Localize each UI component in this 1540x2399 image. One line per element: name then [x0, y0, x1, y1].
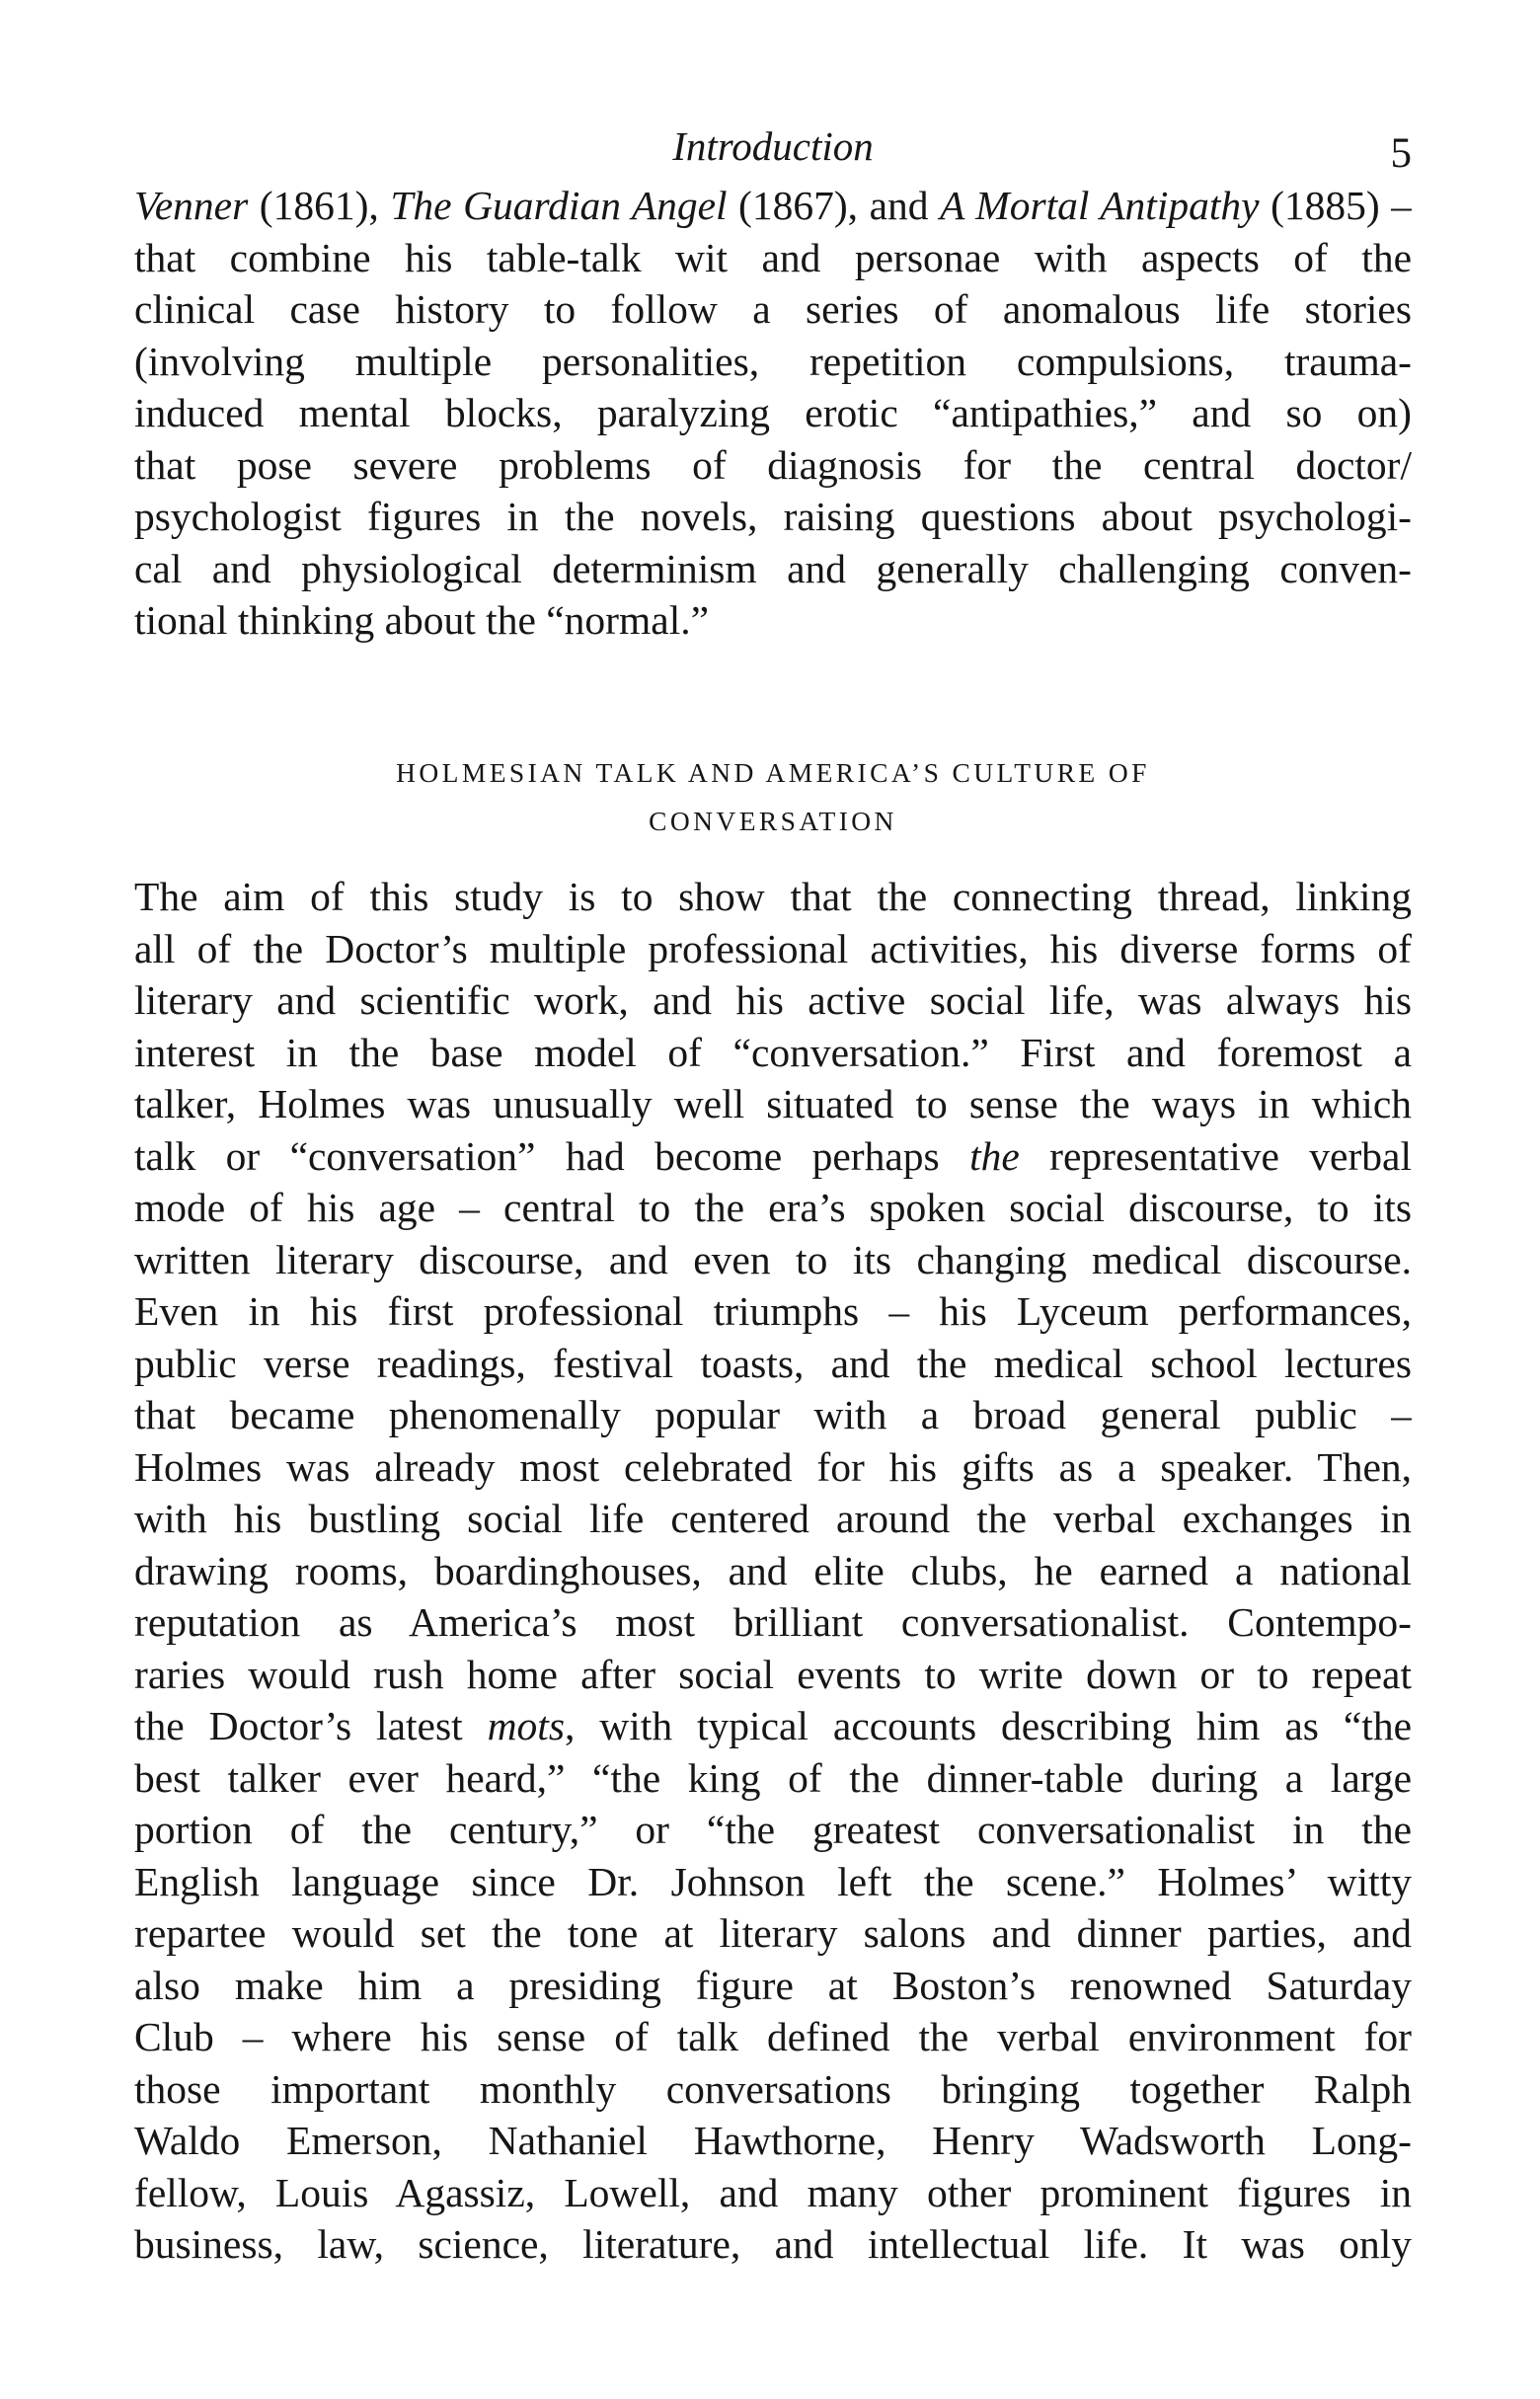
italic-text: Venner [134, 183, 249, 228]
text-run: , with typical accounts describing him as “the [564, 1703, 1412, 1748]
text-line: that became phenomenally popular with a broad general public – [134, 1392, 1412, 1437]
text-line: Waldo Emerson, Nathaniel Hawthorne, Henry Wadsworth Long- [134, 2118, 1412, 2163]
text-line: psychologist figures in the novels, raising questions about psychologi- [134, 494, 1412, 539]
italic-text: mots [487, 1703, 565, 1748]
text-line: also make him a presiding figure at Boston’s renowned Saturday [134, 1962, 1412, 2008]
text-line: interest in the base model of “conversation.” First and foremost a [134, 1029, 1412, 1075]
text-line: tional thinking about the “normal.” [134, 597, 710, 643]
text-line: talker, Holmes was unusually well situated to sense the ways in which [134, 1081, 1412, 1126]
italic-text: the [969, 1132, 1020, 1179]
text-line: Club – where his sense of talk defined the verbal environment for [134, 2014, 1412, 2059]
text-run: (1861), [248, 183, 391, 228]
text-line: clinical case history to follow a series of anomalous life stories [134, 286, 1412, 332]
running-title: Introduction [672, 123, 874, 169]
text-line: English language since Dr. Johnson left the scene.” Holmes’ witty [134, 1858, 1412, 1904]
text-run: (1867), and [727, 183, 941, 228]
text-run: the Doctor’s latest [134, 1703, 488, 1748]
heading-line: CONVERSATION [649, 806, 897, 836]
text-line: that combine his table-talk wit and personae with aspects of the [134, 234, 1412, 280]
text-line: business, law, science, literature, and intellectual life. It was only [134, 2221, 1412, 2267]
text-line: all of the Doctor’s multiple professional activities, his diverse forms of [134, 925, 1412, 971]
text-line: those important monthly conversations bringing together Ralph [134, 2065, 1412, 2112]
text-line: that pose severe problems of diagnosis for the central doctor/ [134, 441, 1412, 488]
text-line: fellow, Louis Agassiz, Lowell, and many other prominent figures in [134, 2169, 1412, 2215]
text-line: mode of his age – central to the era’s spoken social discourse, to its [134, 1185, 1412, 1230]
text-line: portion of the century,” or “the greatest conversationalist in the [134, 1807, 1412, 1852]
section-heading [134, 748, 1412, 845]
running-head [134, 116, 1412, 176]
text-line [134, 1700, 1412, 1752]
text-line: drawing rooms, boardinghouses, and elite clubs, he earned a national [134, 1547, 1412, 1593]
body-paragraph [134, 871, 1412, 2271]
text-line: with his bustling social life centered around the verbal exchanges in [134, 1496, 1412, 1541]
text-run: representative verbal [1019, 1132, 1412, 1179]
heading-line: HOLMESIAN TALK AND AMERICA’S CULTURE OF [396, 757, 1150, 788]
text-line: reputation as America’s most brilliant conversationalist. Contempo- [134, 1599, 1412, 1645]
text-line: Even in his first professional triumphs – his Lyceum performances, [134, 1288, 1412, 1334]
text-line: public verse readings, festival toasts, and the medical school lectures [134, 1340, 1412, 1386]
top-paragraph [134, 180, 1412, 647]
text-run: (1885) – [1259, 183, 1412, 228]
text-line: written literary discourse, and even to its changing medical discourse. [134, 1236, 1412, 1282]
text-line: cal and physiological determinism and generally challenging conven- [134, 545, 1412, 591]
text-line: literary and scientific work, and his active social life, was always his [134, 977, 1412, 1023]
text-line: best talker ever heard,” “the king of the dinner-table during a large [134, 1754, 1412, 1801]
text-line: (involving multiple personalities, repetition compulsions, trauma- [134, 338, 1412, 384]
page-number: 5 [1390, 130, 1412, 177]
text-run: talk or “conversation” had become perhaps [134, 1132, 970, 1179]
text-line: induced mental blocks, paralyzing erotic “antipathies,” and so on) [134, 390, 1412, 435]
text-line: raries would rush home after social events to write down or to repeat [134, 1651, 1412, 1697]
italic-text: The Guardian Angel [390, 183, 728, 228]
text-line: repartee would set the tone at literary salons and dinner parties, and [134, 1910, 1412, 1956]
text-line: Holmes was already most celebrated for his gifts as a speaker. Then, [134, 1443, 1412, 1490]
text-line [134, 180, 1412, 232]
italic-text: A Mortal Antipathy [940, 183, 1260, 228]
text-line: The aim of this study is to show that the connecting thread, linking [134, 874, 1412, 919]
text-line [134, 1130, 1412, 1183]
